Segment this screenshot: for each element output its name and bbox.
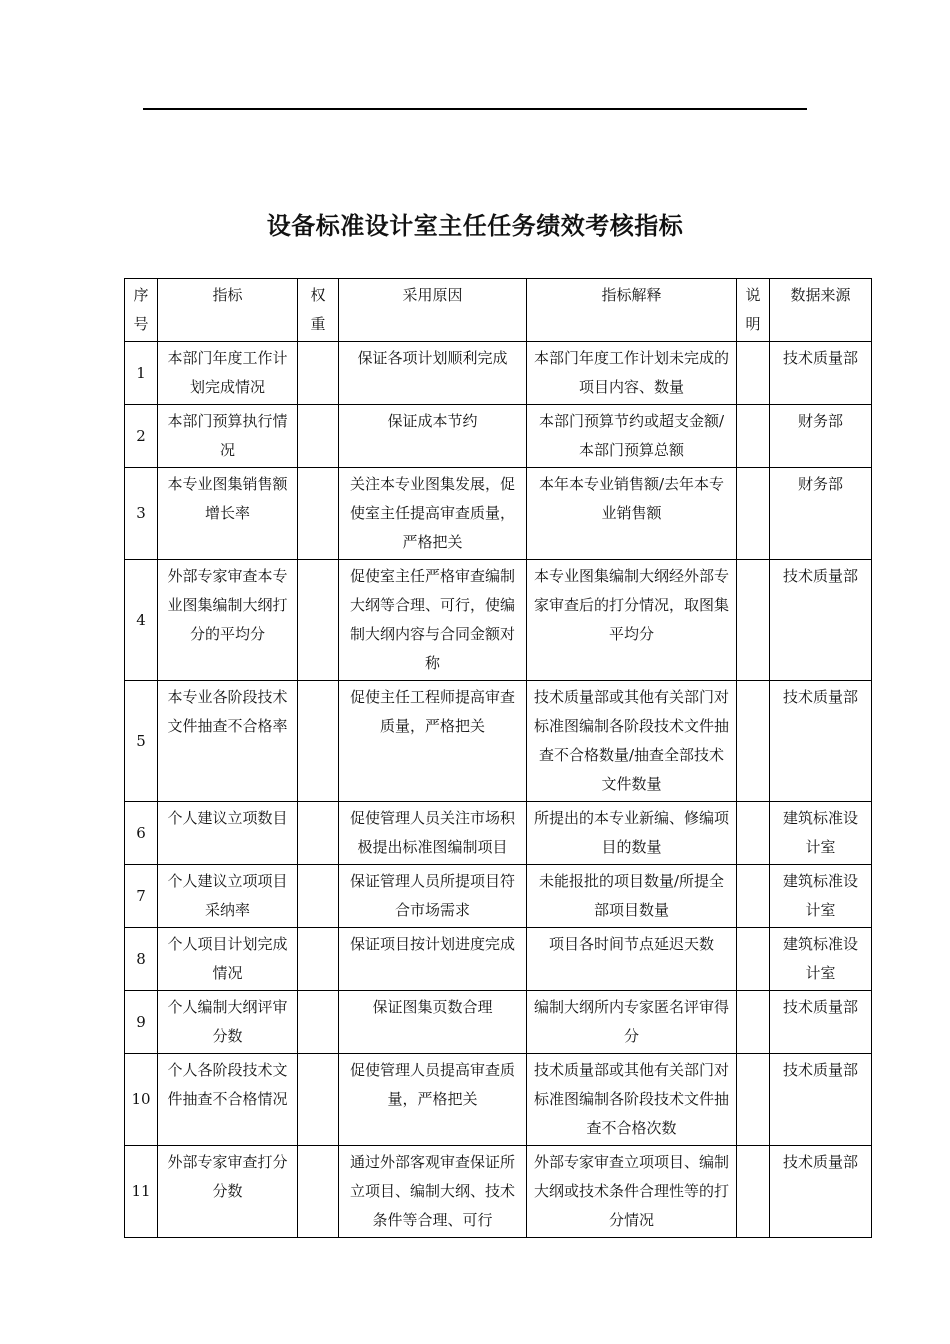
- header-indicator: 指标: [158, 279, 298, 342]
- cell-source: 技术质量部: [770, 560, 872, 681]
- table-row: [125, 991, 872, 1054]
- cell-reason: 保证成本节约: [339, 405, 527, 468]
- cell-note: [737, 681, 770, 802]
- cell-note: [737, 1146, 770, 1238]
- cell-source: 建筑标准设计室: [770, 802, 872, 865]
- cell-note: [737, 802, 770, 865]
- cell-indicator: 本专业图集销售额增长率: [158, 468, 298, 560]
- cell-reason: 保证各项计划顺利完成: [339, 342, 527, 405]
- table-header-row: [125, 279, 872, 342]
- table-row: [125, 928, 872, 991]
- cell-explain: 未能报批的项目数量/所提全部项目数量: [527, 865, 737, 928]
- cell-reason: 通过外部客观审查保证所立项目、编制大纲、技术条件等合理、可行: [339, 1146, 527, 1238]
- cell-no: 5: [125, 681, 158, 802]
- table-row: [125, 1054, 872, 1146]
- cell-explain: 本专业图集编制大纲经外部专家审查后的打分情况，取图集平均分: [527, 560, 737, 681]
- cell-weight: [298, 468, 339, 560]
- cell-reason: 关注本专业图集发展，促使室主任提高审查质量，严格把关: [339, 468, 527, 560]
- cell-weight: [298, 991, 339, 1054]
- header-weight: 权重: [298, 279, 339, 342]
- cell-reason: 保证图集页数合理: [339, 991, 527, 1054]
- cell-weight: [298, 928, 339, 991]
- cell-explain: 本年本专业销售额/去年本专业销售额: [527, 468, 737, 560]
- cell-indicator: 本部门预算执行情况: [158, 405, 298, 468]
- header-source: 数据来源: [770, 279, 872, 342]
- cell-note: [737, 560, 770, 681]
- cell-indicator: 个人建议立项数目: [158, 802, 298, 865]
- cell-source: 建筑标准设计室: [770, 928, 872, 991]
- cell-no: 1: [125, 342, 158, 405]
- table-row: [125, 1146, 872, 1238]
- cell-no: 2: [125, 405, 158, 468]
- cell-explain: 项目各时间节点延迟天数: [527, 928, 737, 991]
- table-row: [125, 681, 872, 802]
- cell-weight: [298, 342, 339, 405]
- cell-no: 6: [125, 802, 158, 865]
- cell-note: [737, 405, 770, 468]
- table-row: [125, 342, 872, 405]
- cell-explain: 技术质量部或其他有关部门对标准图编制各阶段技术文件抽查不合格次数: [527, 1054, 737, 1146]
- cell-source: 技术质量部: [770, 991, 872, 1054]
- cell-weight: [298, 1054, 339, 1146]
- table-body: [125, 342, 872, 1238]
- cell-source: 技术质量部: [770, 681, 872, 802]
- table-row: [125, 802, 872, 865]
- cell-note: [737, 991, 770, 1054]
- header-note: 说明: [737, 279, 770, 342]
- header-reason: 采用原因: [339, 279, 527, 342]
- cell-note: [737, 468, 770, 560]
- cell-weight: [298, 681, 339, 802]
- cell-weight: [298, 1146, 339, 1238]
- cell-reason: 保证项目按计划进度完成: [339, 928, 527, 991]
- kpi-table: [124, 278, 872, 1238]
- cell-note: [737, 928, 770, 991]
- cell-weight: [298, 865, 339, 928]
- cell-note: [737, 342, 770, 405]
- table-row: [125, 468, 872, 560]
- cell-indicator: 个人建议立项项目采纳率: [158, 865, 298, 928]
- cell-indicator: 本专业各阶段技术文件抽查不合格率: [158, 681, 298, 802]
- table-row: [125, 865, 872, 928]
- cell-source: 技术质量部: [770, 1054, 872, 1146]
- cell-reason: 促使主任工程师提高审查质量，严格把关: [339, 681, 527, 802]
- cell-note: [737, 1054, 770, 1146]
- header-explain: 指标解释: [527, 279, 737, 342]
- cell-reason: 促使管理人员提高审查质量，严格把关: [339, 1054, 527, 1146]
- cell-no: 4: [125, 560, 158, 681]
- cell-source: 技术质量部: [770, 1146, 872, 1238]
- cell-source: 建筑标准设计室: [770, 865, 872, 928]
- cell-no: 9: [125, 991, 158, 1054]
- table-row: [125, 560, 872, 681]
- cell-weight: [298, 802, 339, 865]
- cell-indicator: 外部专家审查本专业图集编制大纲打分的平均分: [158, 560, 298, 681]
- cell-indicator: 个人项目计划完成情况: [158, 928, 298, 991]
- cell-reason: 促使室主任严格审查编制大纲等合理、可行，使编制大纲内容与合同金额对称: [339, 560, 527, 681]
- cell-reason: 保证管理人员所提项目符合市场需求: [339, 865, 527, 928]
- cell-indicator: 个人编制大纲评审分数: [158, 991, 298, 1054]
- cell-source: 财务部: [770, 405, 872, 468]
- cell-source: 财务部: [770, 468, 872, 560]
- cell-weight: [298, 560, 339, 681]
- cell-explain: 编制大纲所内专家匿名评审得分: [527, 991, 737, 1054]
- cell-no: 3: [125, 468, 158, 560]
- cell-no: 8: [125, 928, 158, 991]
- header-no: 序号: [125, 279, 158, 342]
- header-rule: [143, 108, 807, 110]
- cell-explain: 所提出的本专业新编、修编项目的数量: [527, 802, 737, 865]
- cell-explain: 本部门预算节约或超支金额/本部门预算总额: [527, 405, 737, 468]
- table-row: [125, 405, 872, 468]
- cell-note: [737, 865, 770, 928]
- cell-explain: 外部专家审查立项项目、编制大纲或技术条件合理性等的打分情况: [527, 1146, 737, 1238]
- cell-source: 技术质量部: [770, 342, 872, 405]
- cell-weight: [298, 405, 339, 468]
- cell-no: 11: [125, 1146, 158, 1238]
- cell-indicator: 个人各阶段技术文件抽查不合格情况: [158, 1054, 298, 1146]
- document-title: 设备标准设计室主任任务绩效考核指标: [266, 212, 684, 240]
- cell-indicator: 外部专家审查打分分数: [158, 1146, 298, 1238]
- cell-indicator: 本部门年度工作计划完成情况: [158, 342, 298, 405]
- cell-no: 10: [125, 1054, 158, 1146]
- cell-reason: 促使管理人员关注市场积极提出标准图编制项目: [339, 802, 527, 865]
- cell-no: 7: [125, 865, 158, 928]
- cell-explain: 技术质量部或其他有关部门对标准图编制各阶段技术文件抽查不合格数量/抽查全部技术文件数量: [527, 681, 737, 802]
- cell-explain: 本部门年度工作计划未完成的项目内容、数量: [527, 342, 737, 405]
